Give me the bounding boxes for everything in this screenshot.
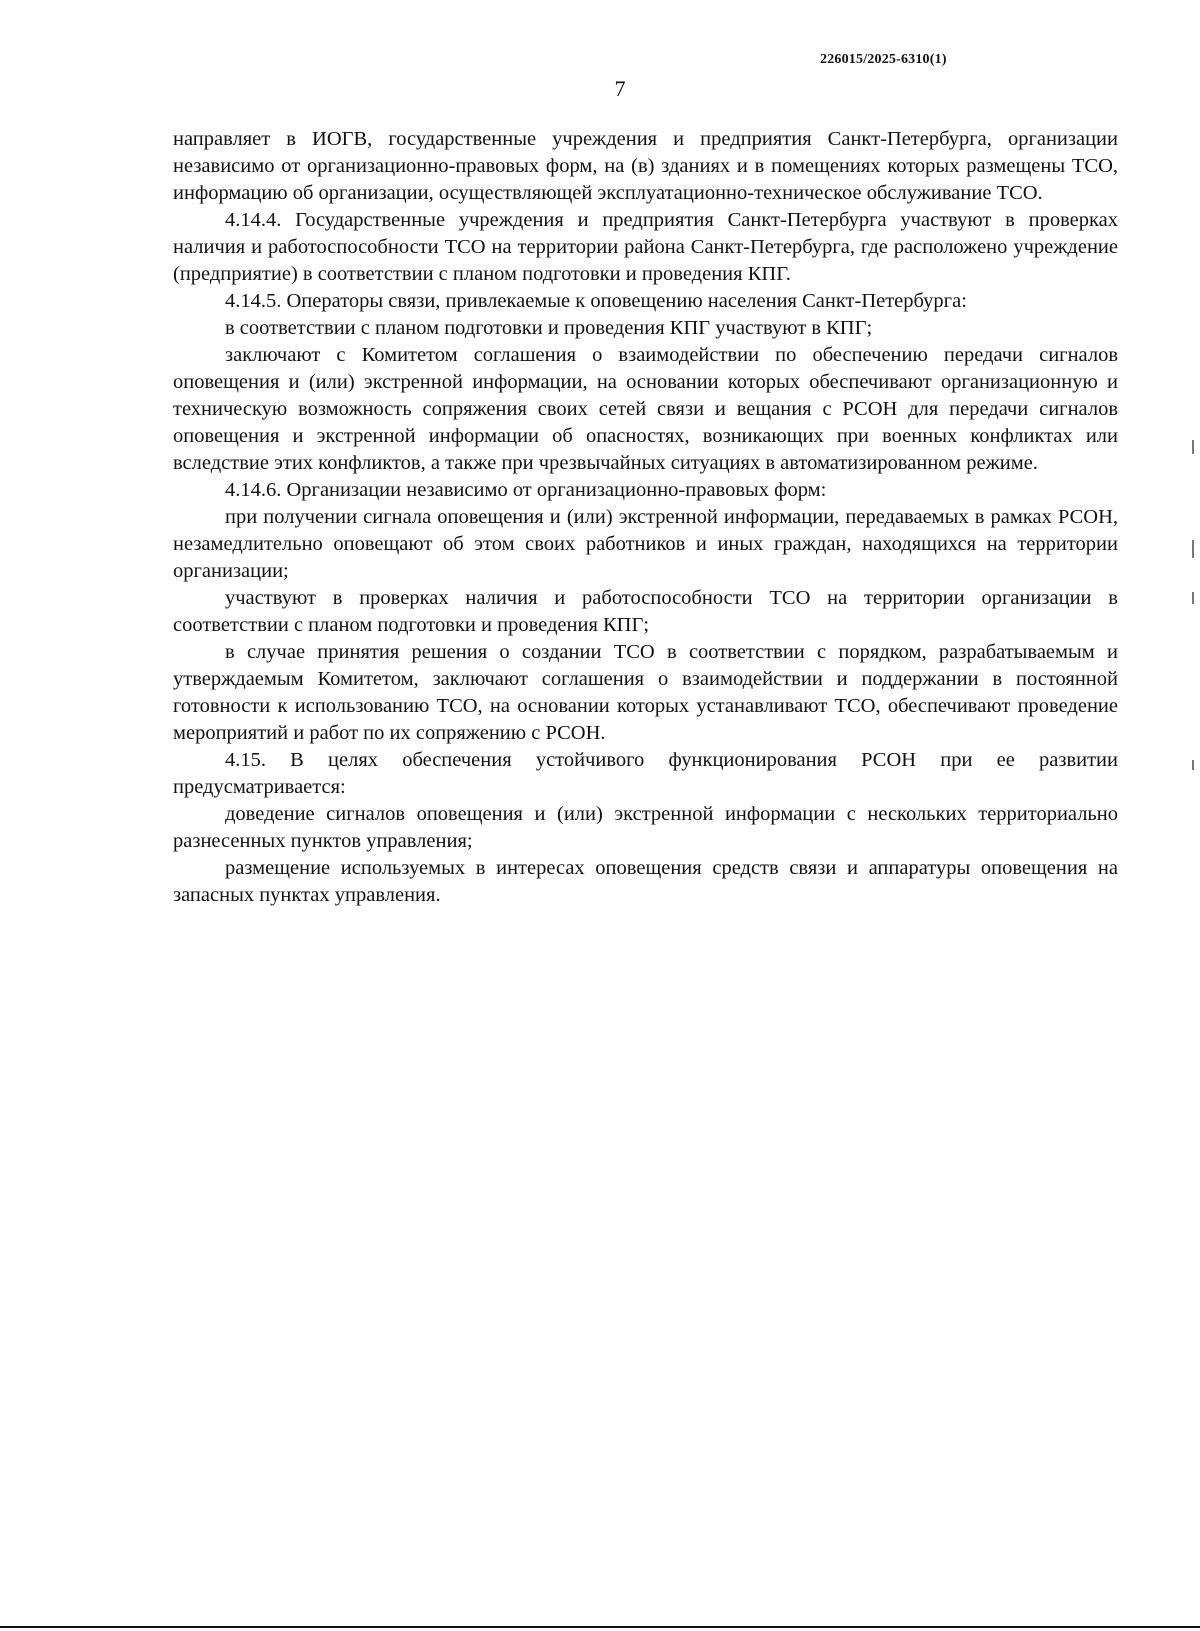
scan-margin-mark <box>1192 592 1194 604</box>
paragraph-4-15: 4.15. В целях обеспечения устойчивого функционирования РСОН при ее развитии предусматривается: <box>173 749 1118 798</box>
scan-margin-mark <box>1192 540 1194 558</box>
list-item: заключают с Комитетом соглашения о взаимодействии по обеспечению передачи сигналов оповещения и (или) экстренной информации, на основании которых обеспечивают организационную и техническую возможность сопряжения своих сетей связи и вещания с РСОН для передачи сигналов оповещения и экстренной информации об опасностях, возникающих при военных конфликтах или вследствие этих конфликтов, а также при чрезвычайных ситуациях в автоматизированном режиме. <box>173 344 1118 474</box>
document-body <box>173 126 1118 909</box>
paragraph-4-14-4: 4.14.4. Государственные учреждения и предприятия Санкт-Петербурга участвуют в проверках наличия и работоспособности ТСО на территории района Санкт-Петербурга, где расположено учреждение (предприятие) в соответствии с планом подготовки и проведения КПГ. <box>173 209 1118 285</box>
paragraph-4-14-5: 4.14.5. Операторы связи, привлекаемые к оповещению населения Санкт-Петербурга: <box>225 290 967 312</box>
paragraph-4-14-6: 4.14.6. Организации независимо от организационно-правовых форм: <box>225 479 827 501</box>
list-item: в соответствии с планом подготовки и проведения КПГ участвуют в КПГ; <box>225 317 873 339</box>
scan-margin-mark <box>1192 440 1194 454</box>
paragraph-continuation: направляет в ИОГВ, государственные учреждения и предприятия Санкт-Петербурга, организации независимо от организационно-правовых форм, на (в) зданиях и в помещениях которых размещены ТСО, информацию об организации, осуществляющей эксплуатационно-техническое обслуживание ТСО. <box>173 128 1118 204</box>
scan-margin-mark <box>1192 760 1194 770</box>
document-id: 226015/2025-6310(1) <box>820 52 947 67</box>
list-item: доведение сигналов оповещения и (или) экстренной информации с нескольких территориально разнесенных пунктов управления; <box>173 803 1118 852</box>
scan-bottom-edge <box>0 1621 1200 1631</box>
list-item: участвуют в проверках наличия и работоспособности ТСО на территории организации в соответствии с планом подготовки и проведения КПГ; <box>173 587 1118 636</box>
list-item: в случае принятия решения о создании ТСО в соответствии с порядком, разрабатываемым и утверждаемым Комитетом, заключают соглашения о взаимодействии и поддержании в постоянной готовности к использованию ТСО, на основании которых устанавливают ТСО, обеспечивают проведение мероприятий и работ по их сопряжению с РСОН. <box>173 641 1118 744</box>
list-item: при получении сигнала оповещения и (или) экстренной информации, передаваемых в рамках РСОН, незамедлительно оповещают об этом своих работников и иных граждан, находящихся на территории организации; <box>173 506 1118 582</box>
page-number: 7 <box>614 76 626 101</box>
list-item: размещение используемых в интересах оповещения средств связи и аппаратуры оповещения на запасных пунктах управления. <box>173 857 1118 906</box>
